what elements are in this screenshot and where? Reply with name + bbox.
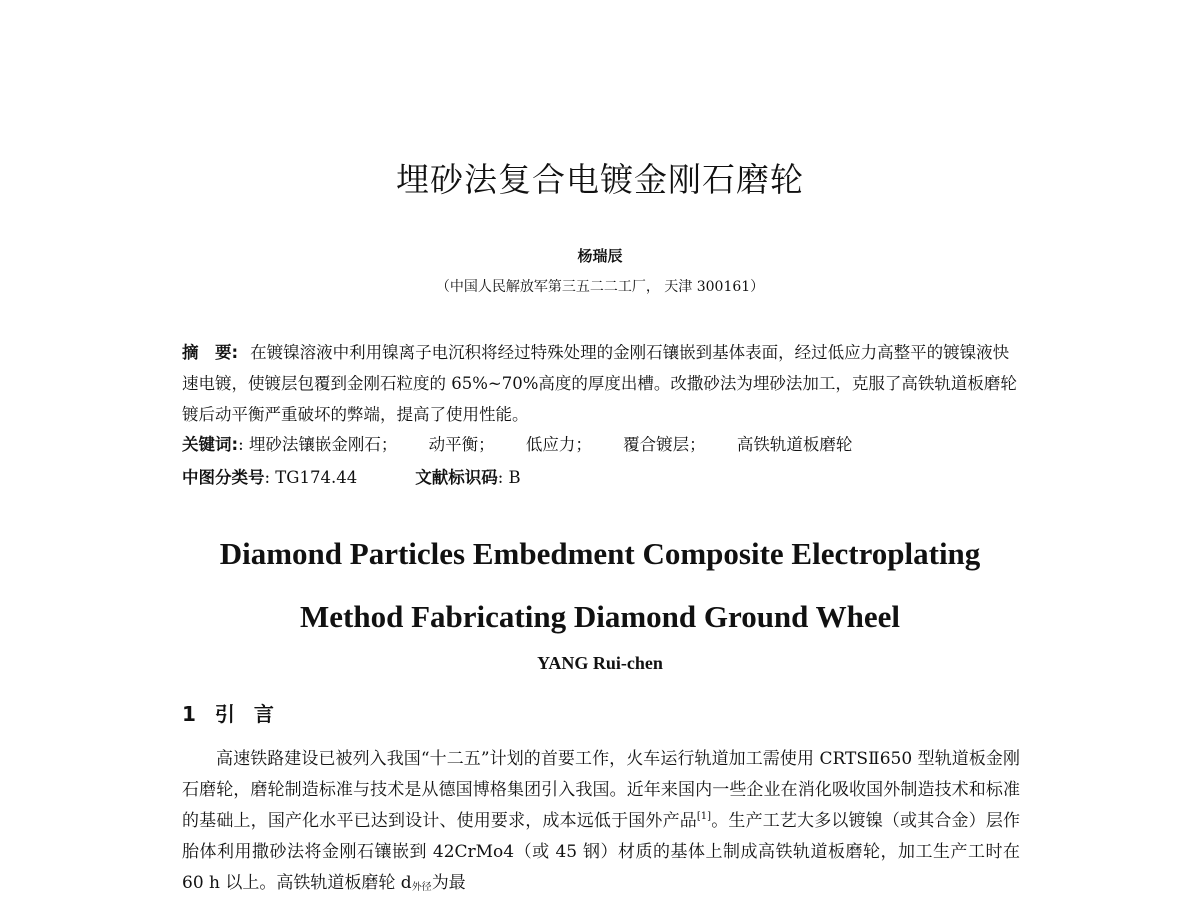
english-title-line-1: Diamond Particles Embedment Composite Electroplating bbox=[219, 536, 981, 571]
abstract bbox=[182, 337, 1022, 430]
english-author: YANG Rui-chen bbox=[537, 653, 663, 673]
keyword-item: 埋砂法镶嵌金刚石； bbox=[248, 435, 398, 454]
keyword-item: 覆合镀层； bbox=[623, 435, 706, 454]
doc-code-label: 文献标识码 bbox=[415, 468, 498, 487]
clc-label: 中图分类号 bbox=[182, 468, 265, 487]
citation-ref[interactable]: [1] bbox=[696, 811, 712, 822]
body-text-part-2: 。生产工艺大多以镀镍（或其合金）层作胎体利用撒砂法将金刚石镶嵌到 42CrMo4（或 45 钢）材质的基体上制成高铁轨道板磨轮，加工生产工时在 60 h 以上。高铁轨道板磨轮 d bbox=[182, 811, 1021, 893]
classification-line bbox=[182, 464, 1022, 488]
english-title-line-2: Method Fabricating Diamond Ground Wheel bbox=[300, 599, 900, 634]
body-text-part-1: 高速铁路建设已被列入我国“十二五”计划的首要工作，火车运行轨道加工需使用 CRTSⅡ650 型轨道板金刚石磨轮，磨轮制造标准与技术是从德国博格集团引入我国。近年来国内一些企业在消化吸收国外制造技术和标准的基础上，国产化水平已达到设计、使用要求，成本远低于国外产品 bbox=[182, 749, 1020, 831]
doc-code-value: : B bbox=[497, 468, 521, 487]
author-affiliation: （中国人民解放军第三五二二工厂， 天津 300161） bbox=[435, 279, 765, 295]
keywords-label: 关键词: bbox=[182, 435, 239, 454]
clc-value: : TG174.44 bbox=[264, 468, 358, 487]
keyword-item: 高铁轨道板磨轮 bbox=[736, 435, 853, 454]
body-text-part-3: 为最 bbox=[431, 873, 466, 893]
abstract-text: 在镀镍溶液中利用镍离子电沉积将经过特殊处理的金刚石镶嵌到基体表面，经过低应力高整平的镀镍液快速电镀，使镀层包覆到金刚石粒度的 65%~70%高度的厚度出槽。改撒砂法为埋砂法加工，克服了高铁轨道板磨轮镀后动平衡严重破坏的弊端，提高了使用性能。 bbox=[182, 343, 1017, 424]
section-title: 引 言 bbox=[214, 702, 280, 726]
keywords-separator: : bbox=[238, 435, 244, 454]
subscript-outer-diameter: 外径 bbox=[411, 882, 432, 893]
chinese-author: 杨瑞辰 bbox=[577, 247, 623, 265]
abstract-label: 摘 要: bbox=[182, 343, 239, 362]
section-number: 1 bbox=[182, 702, 202, 726]
keyword-item: 低应力； bbox=[525, 435, 592, 454]
section-heading bbox=[182, 698, 280, 727]
body-paragraph bbox=[182, 744, 1020, 899]
chinese-title: 埋砂法复合电镀金刚石磨轮 bbox=[396, 160, 804, 199]
keywords bbox=[182, 431, 1022, 455]
body-text bbox=[182, 744, 1020, 899]
keyword-item: 动平衡； bbox=[428, 435, 495, 454]
